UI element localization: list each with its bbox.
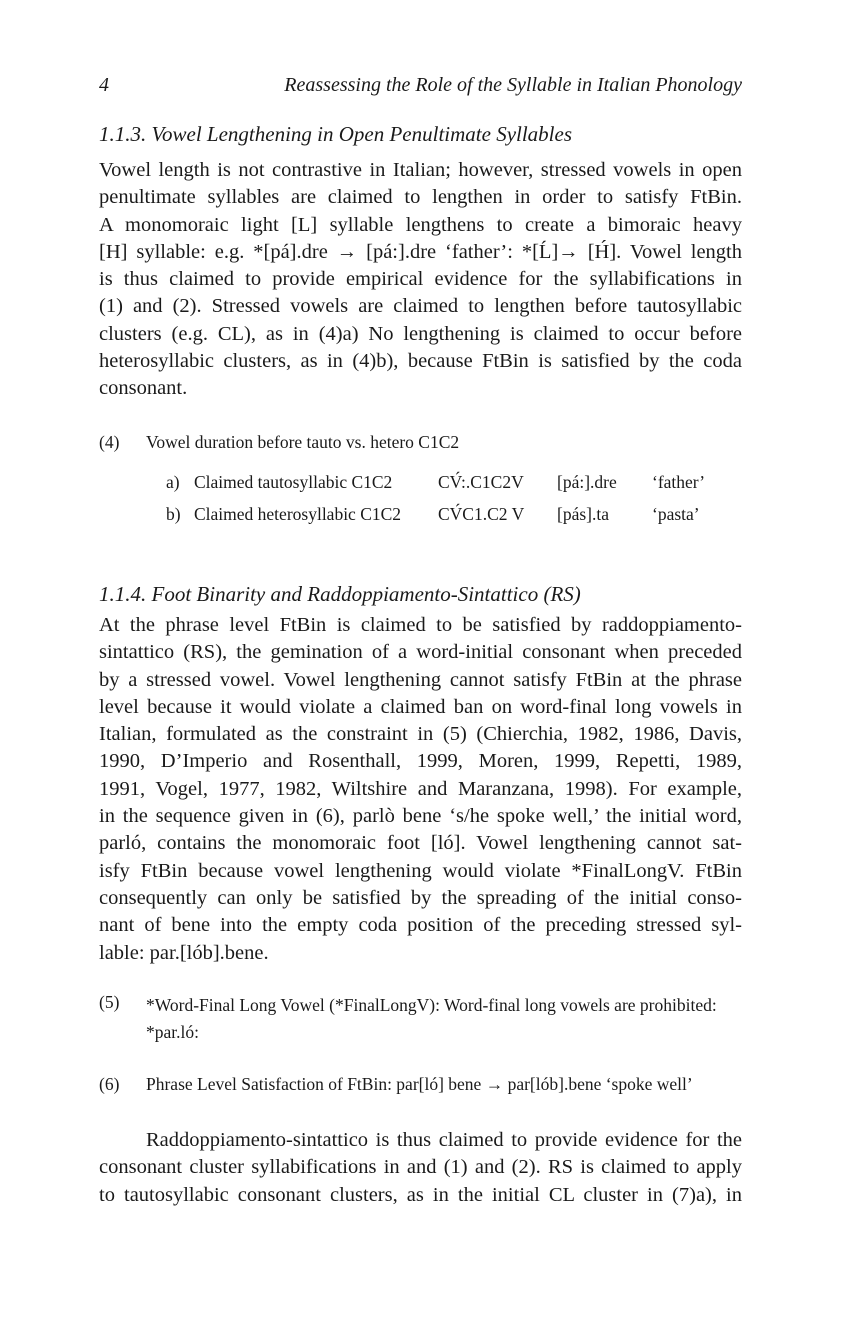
para-line: consonant.	[99, 377, 188, 400]
row-gloss: ‘father’	[652, 472, 706, 492]
example-number: (5)	[99, 992, 120, 1012]
paragraph-114	[99, 612, 742, 967]
para-line: lable: par.[lób].bene.	[99, 941, 269, 964]
para-line: in the sequence given in (6), parlò bene ‘s/he spoke well,’ the initial word,	[99, 805, 742, 828]
para-line: sintattico (RS), the gemination of a word-initial consonant when preceded	[99, 641, 742, 664]
example-text: *Word-Final Long Vowel (*FinalLongV): Word-final long vowels are prohibited: *par.ló:	[146, 995, 717, 1042]
page-number: 4	[99, 74, 109, 96]
row-description: Claimed tautosyllabic C1C2	[194, 472, 393, 492]
para-line: 1990, D’Imperio and Rosenthall, 1999, Moren, 1999, Repetti, 1989,	[99, 750, 742, 773]
para-line: Vowel length is not contrastive in Italian; however, stressed vowels in open	[99, 159, 742, 181]
para-line: Italian, formulated as the constraint in (5) (Chierchia, 1982, 1986, Davis,	[99, 723, 742, 746]
row-transcription: [pá:].dre	[557, 472, 617, 492]
para-line: to tautosyllabic consonant clusters, as in the initial CL cluster in (7)a), in	[99, 1183, 742, 1206]
example-number: (6)	[99, 1074, 120, 1094]
para-line: Raddoppiamento-sintattico is thus claimed to provide evidence for the	[146, 1129, 742, 1151]
para-line: [H] syllable: e.g. *[pá].dre → [pá:].dre ‘father’: *[Ĺ]→ [H́]. Vowel length	[99, 240, 742, 263]
row-label: b)	[166, 504, 181, 524]
para-line: heterosyllabic clusters, as in (4)b), because FtBin is satisfied by the coda	[99, 350, 742, 373]
para-line: parló, contains the monomoraic foot [ló]. Vowel lengthening cannot sat-	[99, 832, 742, 855]
paragraph-113	[99, 157, 742, 403]
para-line: level because it would violate a claimed ban on word-final long vowels in	[99, 695, 742, 718]
row-description: Claimed heterosyllabic C1C2	[194, 504, 402, 524]
example-number: (4)	[99, 432, 120, 452]
para-line: consequently can only be satisfied by the spreading of the initial conso-	[99, 886, 742, 909]
para-line: penultimate syllables are claimed to lengthen in order to satisfy FtBin.	[99, 186, 742, 209]
paragraph-closing	[99, 1127, 742, 1209]
para-line: nant of bene into the empty coda position of the preceding stressed syl-	[99, 914, 742, 937]
para-line: (1) and (2). Stressed vowels are claimed to lengthen before tautosyllabic	[99, 295, 742, 318]
row-form: CV́C1.C2 V	[438, 504, 525, 524]
para-line: 1991, Vogel, 1977, 1982, Wiltshire and Maranzana, 1998). For example,	[99, 777, 742, 800]
running-head	[99, 74, 742, 104]
para-line: is thus claimed to provide empirical evidence for the syllabifications in	[99, 268, 742, 291]
para-line: consonant cluster syllabifications in and (1) and (2). RS is claimed to apply	[99, 1156, 742, 1179]
para-line: clusters (e.g. CL), as in (4)a) No lengthening is claimed to occur before	[99, 322, 742, 345]
row-transcription: [pás].ta	[557, 504, 609, 524]
para-line: by a stressed vowel. Vowel lengthening cannot satisfy FtBin at the phrase	[99, 668, 742, 691]
row-form: CV́:.C1C2V	[438, 472, 524, 492]
row-label: a)	[166, 472, 180, 492]
running-title: Reassessing the Role of the Syllable in Italian Phonology	[284, 74, 742, 96]
section-heading-113: 1.1.3. Vowel Lengthening in Open Penultimate Syllables	[99, 122, 573, 146]
example-title: Vowel duration before tauto vs. hetero C1C2	[146, 432, 460, 452]
para-line: A monomoraic light [L] syllable lengthens to create a bimoraic heavy	[99, 213, 742, 236]
para-line: At the phrase level FtBin is claimed to be satisfied by raddoppiamento-	[99, 614, 742, 636]
para-line: isfy FtBin because vowel lengthening would violate *FinalLongV. FtBin	[99, 859, 742, 882]
example-5	[99, 992, 742, 1052]
row-gloss: ‘pasta’	[652, 504, 700, 524]
section-heading-114: 1.1.4. Foot Binarity and Raddoppiamento-Sintattico (RS)	[99, 582, 581, 606]
example-text: Phrase Level Satisfaction of FtBin: par[ló] bene → par[lób].bene ‘spoke well’	[146, 1074, 693, 1094]
